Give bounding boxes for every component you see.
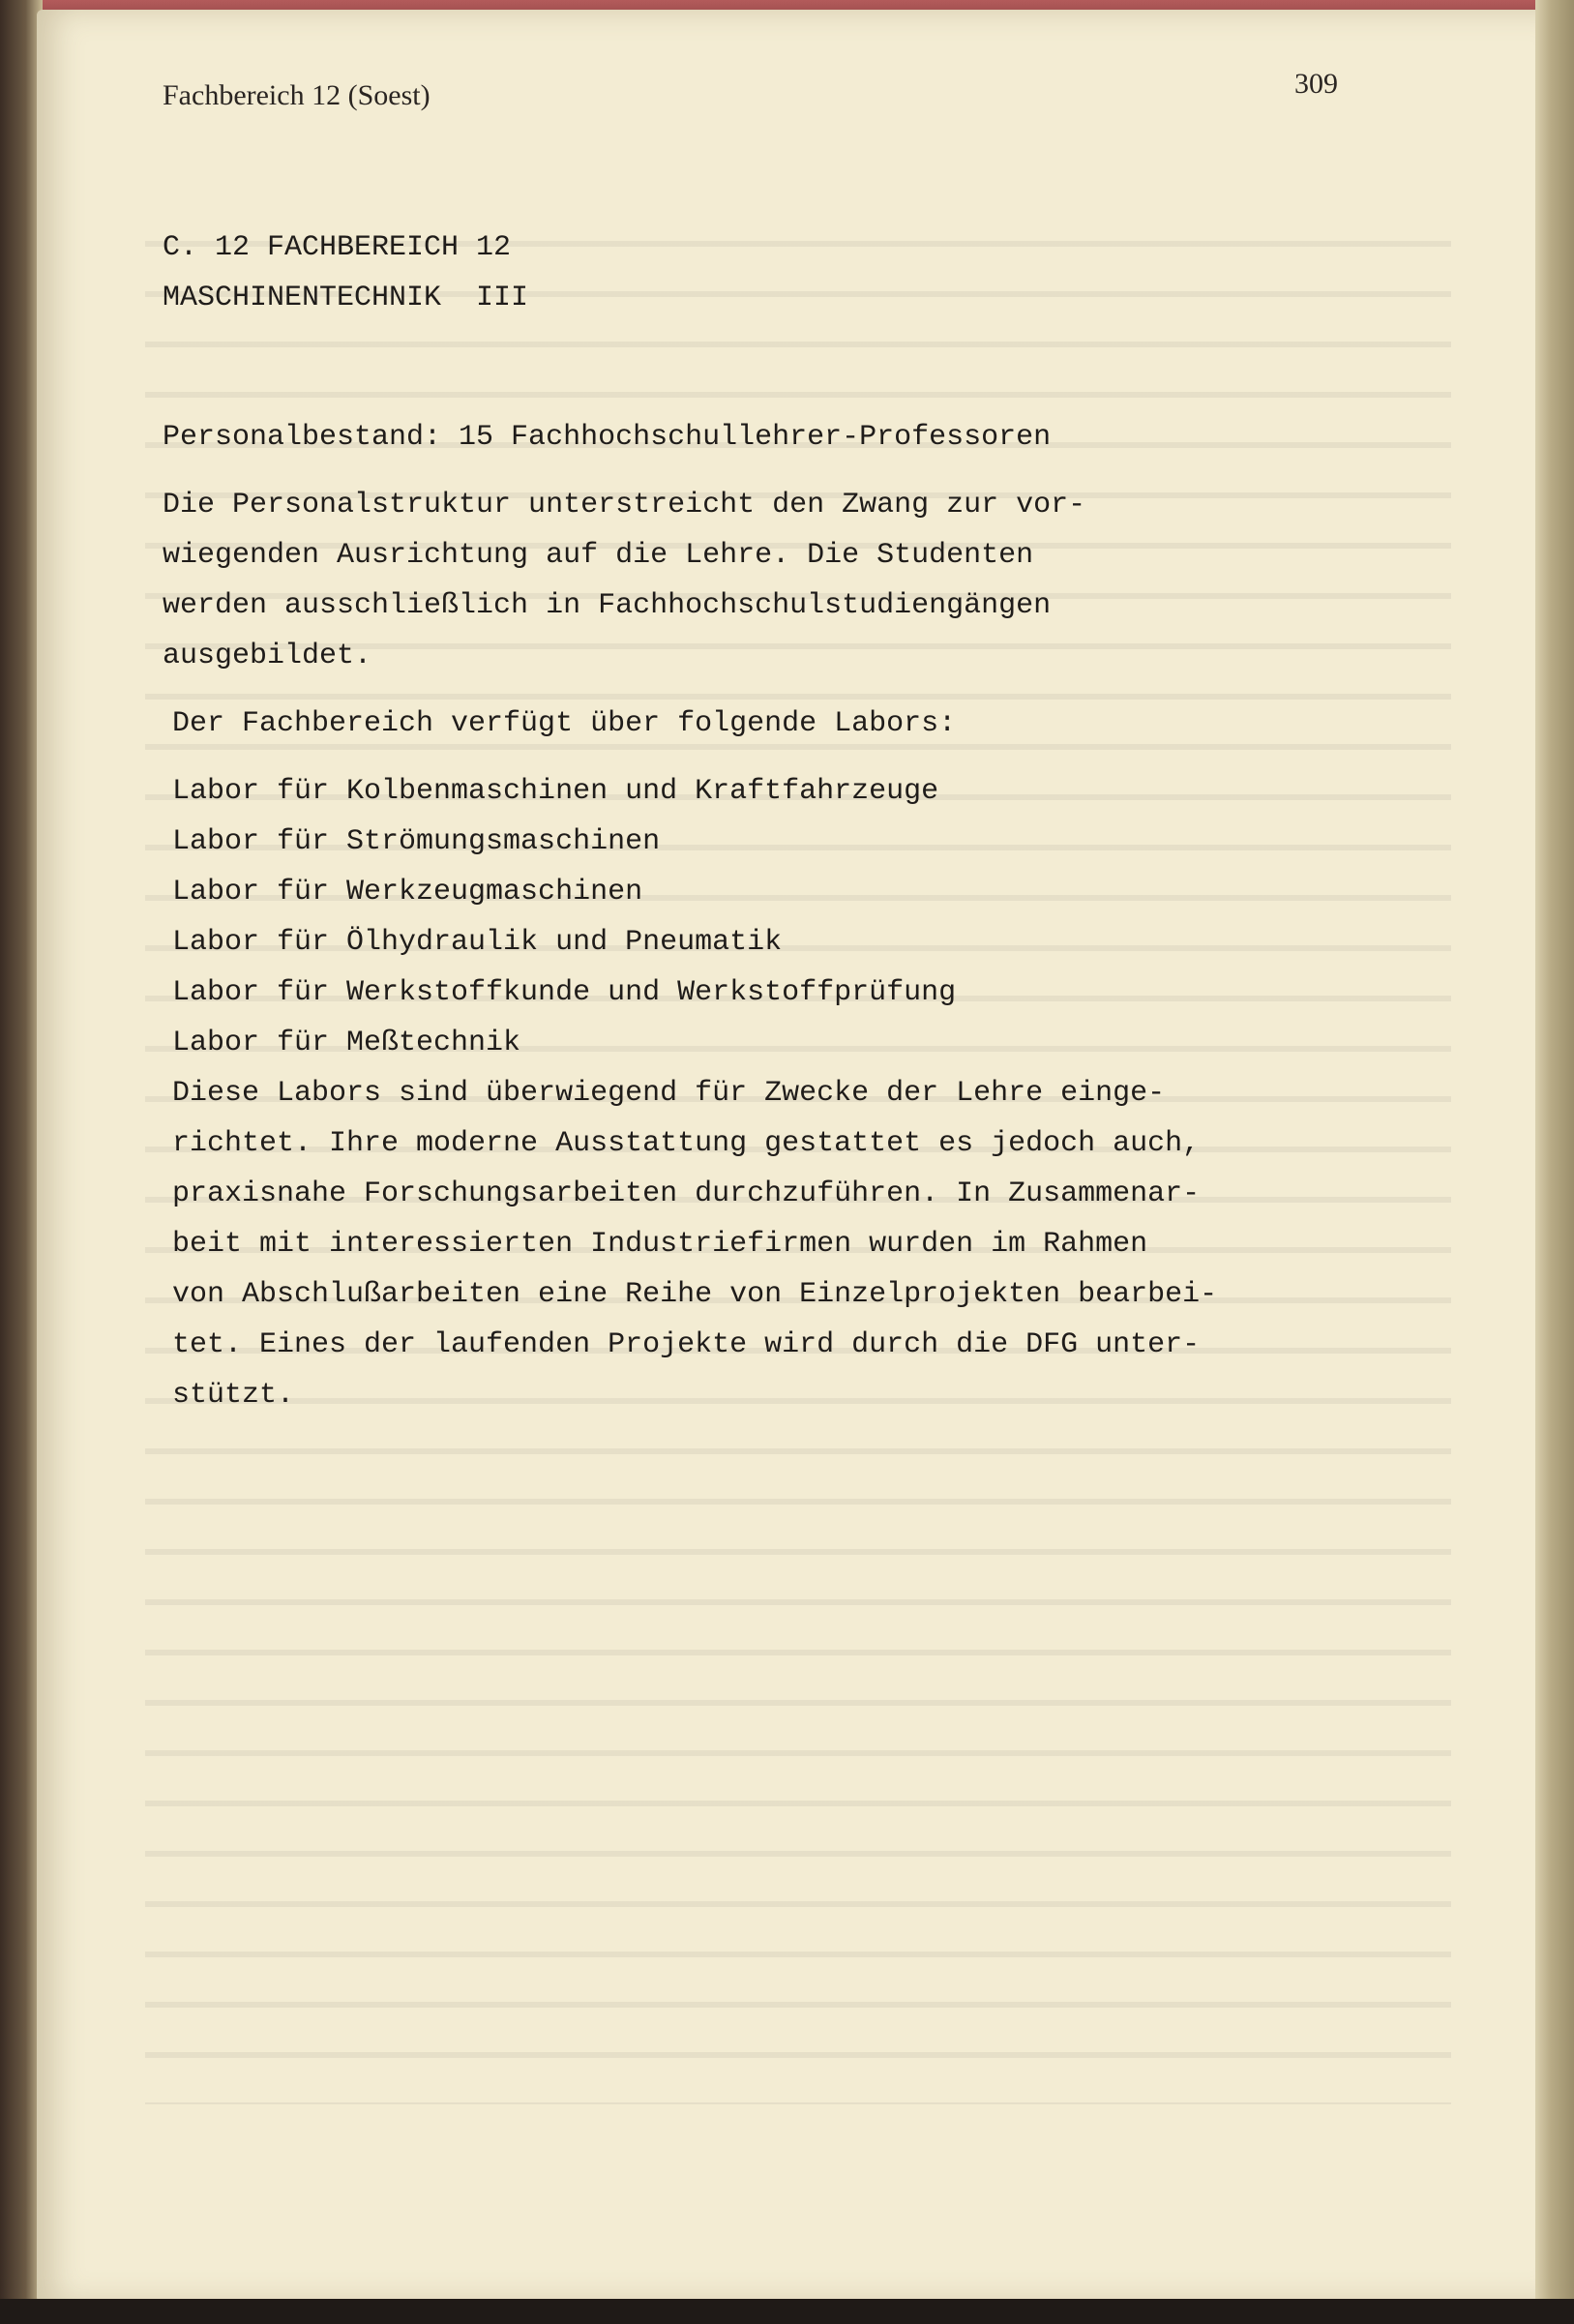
list-item: Labor für Kolbenmaschinen und Kraftfahrzeuge bbox=[172, 775, 939, 808]
running-head: Fachbereich 12 (Soest) bbox=[163, 79, 431, 111]
page-stack-edge bbox=[1535, 0, 1574, 2324]
page-body bbox=[163, 223, 1381, 1420]
paragraph-line: Diese Labors sind überwiegend für Zwecke der Lehre einge- bbox=[172, 1077, 1166, 1110]
paragraph-line: praxisnahe Forschungsarbeiten durchzuführen. In Zusammenar- bbox=[172, 1177, 1201, 1210]
list-item: Labor für Werkzeugmaschinen bbox=[172, 876, 643, 909]
paragraph-line: stützt. bbox=[172, 1379, 295, 1412]
paragraph-line: werden ausschließlich in Fachhochschulstudiengängen bbox=[163, 589, 1052, 622]
scan-bottom-edge bbox=[0, 2299, 1574, 2324]
paragraph-line: tet. Eines der laufenden Projekte wird durch die DFG unter- bbox=[172, 1328, 1201, 1361]
paragraph-line: wiegenden Ausrichtung auf die Lehre. Die Studenten bbox=[163, 539, 1034, 572]
section-heading-line-1: C. 12 FACHBEREICH 12 bbox=[163, 231, 512, 264]
section-heading-line-2: MASCHINENTECHNIK III bbox=[163, 282, 529, 314]
list-item: Labor für Werkstoffkunde und Werkstoffprüfung bbox=[172, 976, 957, 1009]
labs-list bbox=[163, 766, 1381, 1068]
paragraph-line: beit mit interessierten Industriefirmen wurden im Rahmen bbox=[172, 1228, 1148, 1261]
staff-count: Personalbestand: 15 Fachhochschullehrer-Professoren bbox=[163, 421, 1052, 454]
paragraph-line: von Abschlußarbeiten eine Reihe von Einzelprojekten bearbei- bbox=[172, 1278, 1218, 1311]
page-number: 309 bbox=[1294, 68, 1338, 100]
labs-intro: Der Fachbereich verfügt über folgende Labors: bbox=[172, 707, 957, 740]
paragraph-line: richtet. Ihre moderne Ausstattung gestattet es jedoch auch, bbox=[172, 1127, 1201, 1160]
list-item: Labor für Ölhydraulik und Pneumatik bbox=[172, 926, 783, 959]
paragraph-line: Die Personalstruktur unterstreicht den Zwang zur vor- bbox=[163, 489, 1086, 521]
list-item: Labor für Strömungsmaschinen bbox=[172, 825, 661, 858]
list-item: Labor für Meßtechnik bbox=[172, 1027, 521, 1059]
paragraph-labs-description bbox=[163, 1068, 1381, 1420]
paragraph-line: ausgebildet. bbox=[163, 640, 372, 672]
paragraph-staff-structure bbox=[163, 480, 1381, 681]
